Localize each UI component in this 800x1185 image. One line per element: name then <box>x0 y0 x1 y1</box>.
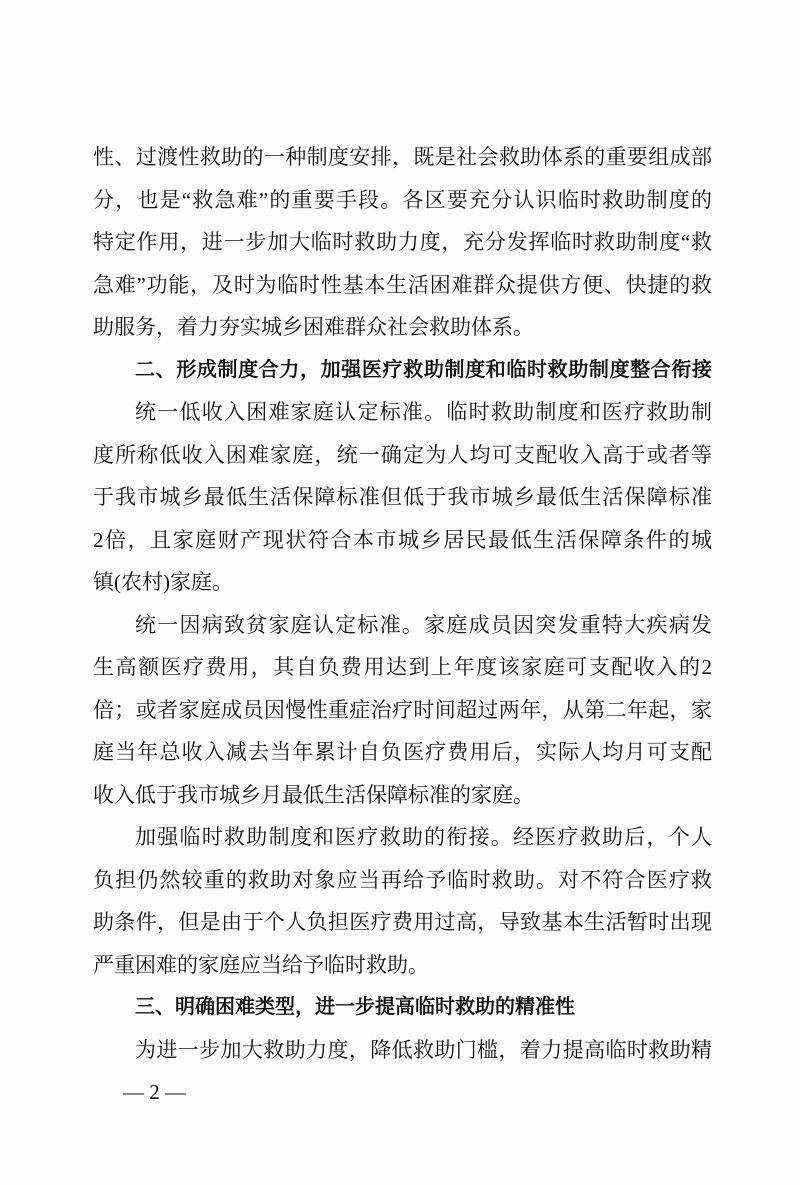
body-line: 统一因病致贫家庭认定标准。家庭成员因突发重特大疾病发 <box>135 612 712 637</box>
body-line: 性、过渡性救助的一种制度安排，既是社会救助体系的重要组成部 <box>93 145 712 169</box>
body-line: 倍；或者家庭成员因慢性重症治疗时间超过两年，从第二年起，家 <box>93 697 712 722</box>
page-number: — 2 — <box>123 1080 186 1104</box>
body-line: 收入低于我市城乡月最低生活保障标准的家庭。 <box>93 782 534 807</box>
body-line: 严重困难的家庭应当给予临时救助。 <box>93 952 429 977</box>
body-line: 统一低收入困难家庭认定标准。临时救助制度和医疗救助制 <box>135 400 712 424</box>
section-heading: 二、形成制度合力，加强医疗救助制度和临时救助制度整合衔接 <box>135 358 712 381</box>
body-line: 负担仍然较重的救助对象应当再给予临时救助。对不符合医疗救 <box>93 867 712 892</box>
body-line: 生高额医疗费用，其自负费用达到上年度该家庭可支配收入的2 <box>93 655 712 679</box>
body-line: 庭当年总收入减去当年累计自负医疗费用后，实际人均月可支配 <box>93 740 712 764</box>
body-line: 特定作用，进一步加大临时救助力度，充分发挥临时救助制度“救 <box>93 230 712 254</box>
body-line: 助服务，着力夯实城乡困难群众社会救助体系。 <box>93 315 534 339</box>
body-line: 于我市城乡最低生活保障标准但低于我市城乡最低生活保障标准 <box>93 485 712 509</box>
body-line: 2倍，且家庭财产现状符合本市城乡居民最低生活保障条件的城 <box>93 527 712 552</box>
body-line: 急难”功能，及时为临时性基本生活困难群众提供方便、快捷的救 <box>93 272 712 297</box>
body-line: 镇(农村)家庭。 <box>93 570 233 594</box>
body-line: 为进一步加大救助力度，降低救助门槛，着力提高临时救助精 <box>135 1037 712 1062</box>
body-line: 分，也是“救急难”的重要手段。各区要充分认识临时救助制度的 <box>93 187 712 212</box>
body-line: 度所称低收入困难家庭，统一确定为人均可支配收入高于或者等 <box>93 442 712 467</box>
body-line: 助条件，但是由于个人负担医疗费用过高，导致基本生活暂时出现 <box>93 910 712 934</box>
body-line: 加强临时救助制度和医疗救助的衔接。经医疗救助后，个人 <box>135 825 712 849</box>
section-heading: 三、明确困难类型，进一步提高临时救助的精准性 <box>135 996 575 1018</box>
